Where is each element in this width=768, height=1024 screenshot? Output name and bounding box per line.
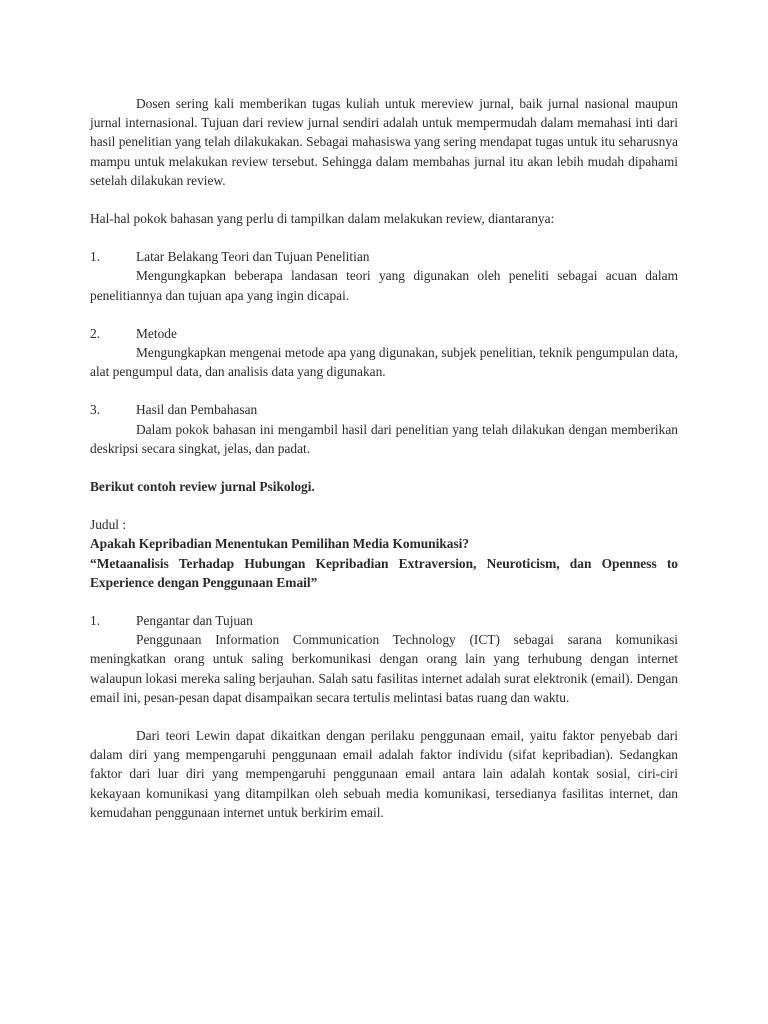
point-2 bbox=[90, 324, 678, 382]
point-3 bbox=[90, 400, 678, 458]
point-title: Metode bbox=[136, 325, 177, 341]
point-number: 2. bbox=[90, 325, 101, 341]
section-pengantar bbox=[90, 611, 678, 822]
journal-title: Apakah Kepribadian Menentukan Pemilihan Media Komunikasi? bbox=[90, 536, 470, 552]
section-paragraph-2: Dari teori Lewin dapat dikaitkan dengan perilaku penggunaan email, yaitu faktor penyebab dari dalam diri yang mempengaruhi penggunaan email adalah faktor individu (sifat kepribadian). Sedangkan faktor dari luar diri yang mempengaruhi penggunaan email antara lain adalah kontak sosial, ciri-ciri kekayaan komunikasi yang ditampilkan oleh sebuah media komunikasi, tersedianya fasilitas internet, dan kemudahan penggunaan internet untuk berkirim email. bbox=[90, 728, 678, 820]
intro-paragraph: Dosen sering kali memberikan tugas kuliah untuk mereview jurnal, baik jurnal nasional maupun jurnal internasional. Tujuan dari review jurnal sendiri adalah untuk mempermudah dalam memahasi inti dari hasil penelitian yang telah dilakukakan. Sebagai mahasiswa yang sering mendapat tugas untuk itu seharusnya mampu untuk melakukan review tersebut. Sehingga dalam membahas jurnal itu akan lebih mudah dipahami setelah dilakukan review. bbox=[90, 96, 678, 188]
judul-label: Judul : bbox=[90, 517, 127, 533]
point-number: 1. bbox=[90, 249, 101, 265]
point-1 bbox=[90, 247, 678, 305]
point-title: Latar Belakang Teori dan Tujuan Penelitian bbox=[136, 249, 370, 265]
section-paragraph-1: Penggunaan Information Communication Technology (ICT) sebagai sarana komunikasi meningkatkan orang untuk saling berkomunikasi dengan orang lain yang terhubung dengan internet walaupun lokasi mereka saling berjauhan. Salah satu fasilitas internet adalah surat elektronik (email). Dengan email ini, pesan-pesan dapat disampaikan secara tertulis melintasi batas ruang dan waktu. bbox=[90, 632, 678, 705]
journal-subtitle: “Metaanalisis Terhadap Hubungan Kepribadian Extraversion, Neuroticism, dan Openness to Experience dengan Penggunaan Email” bbox=[90, 555, 678, 590]
point-description: Mengungkapkan beberapa landasan teori yang digunakan oleh peneliti sebagai acuan dalam penelitiannya dan tujuan apa yang ingin dicapai. bbox=[90, 268, 678, 303]
document-page bbox=[90, 94, 678, 822]
points-intro: Hal-hal pokok bahasan yang perlu di tampilkan dalam melakukan review, diantaranya: bbox=[90, 211, 555, 227]
example-heading: Berikut contoh review jurnal Psikologi. bbox=[90, 479, 315, 495]
point-title: Hasil dan Pembahasan bbox=[136, 402, 258, 418]
point-description: Dalam pokok bahasan ini mengambil hasil dari penelitian yang telah dilakukan dengan memberikan deskripsi secara singkat, jelas, dan padat. bbox=[90, 421, 678, 456]
point-description: Mengungkapkan mengenai metode apa yang digunakan, subjek penelitian, teknik pengumpulan data, alat pengumpul data, dan analisis data yang digunakan. bbox=[90, 345, 678, 380]
section-number: 1. bbox=[90, 613, 101, 629]
section-title: Pengantar dan Tujuan bbox=[136, 613, 253, 629]
point-number: 3. bbox=[90, 402, 101, 418]
